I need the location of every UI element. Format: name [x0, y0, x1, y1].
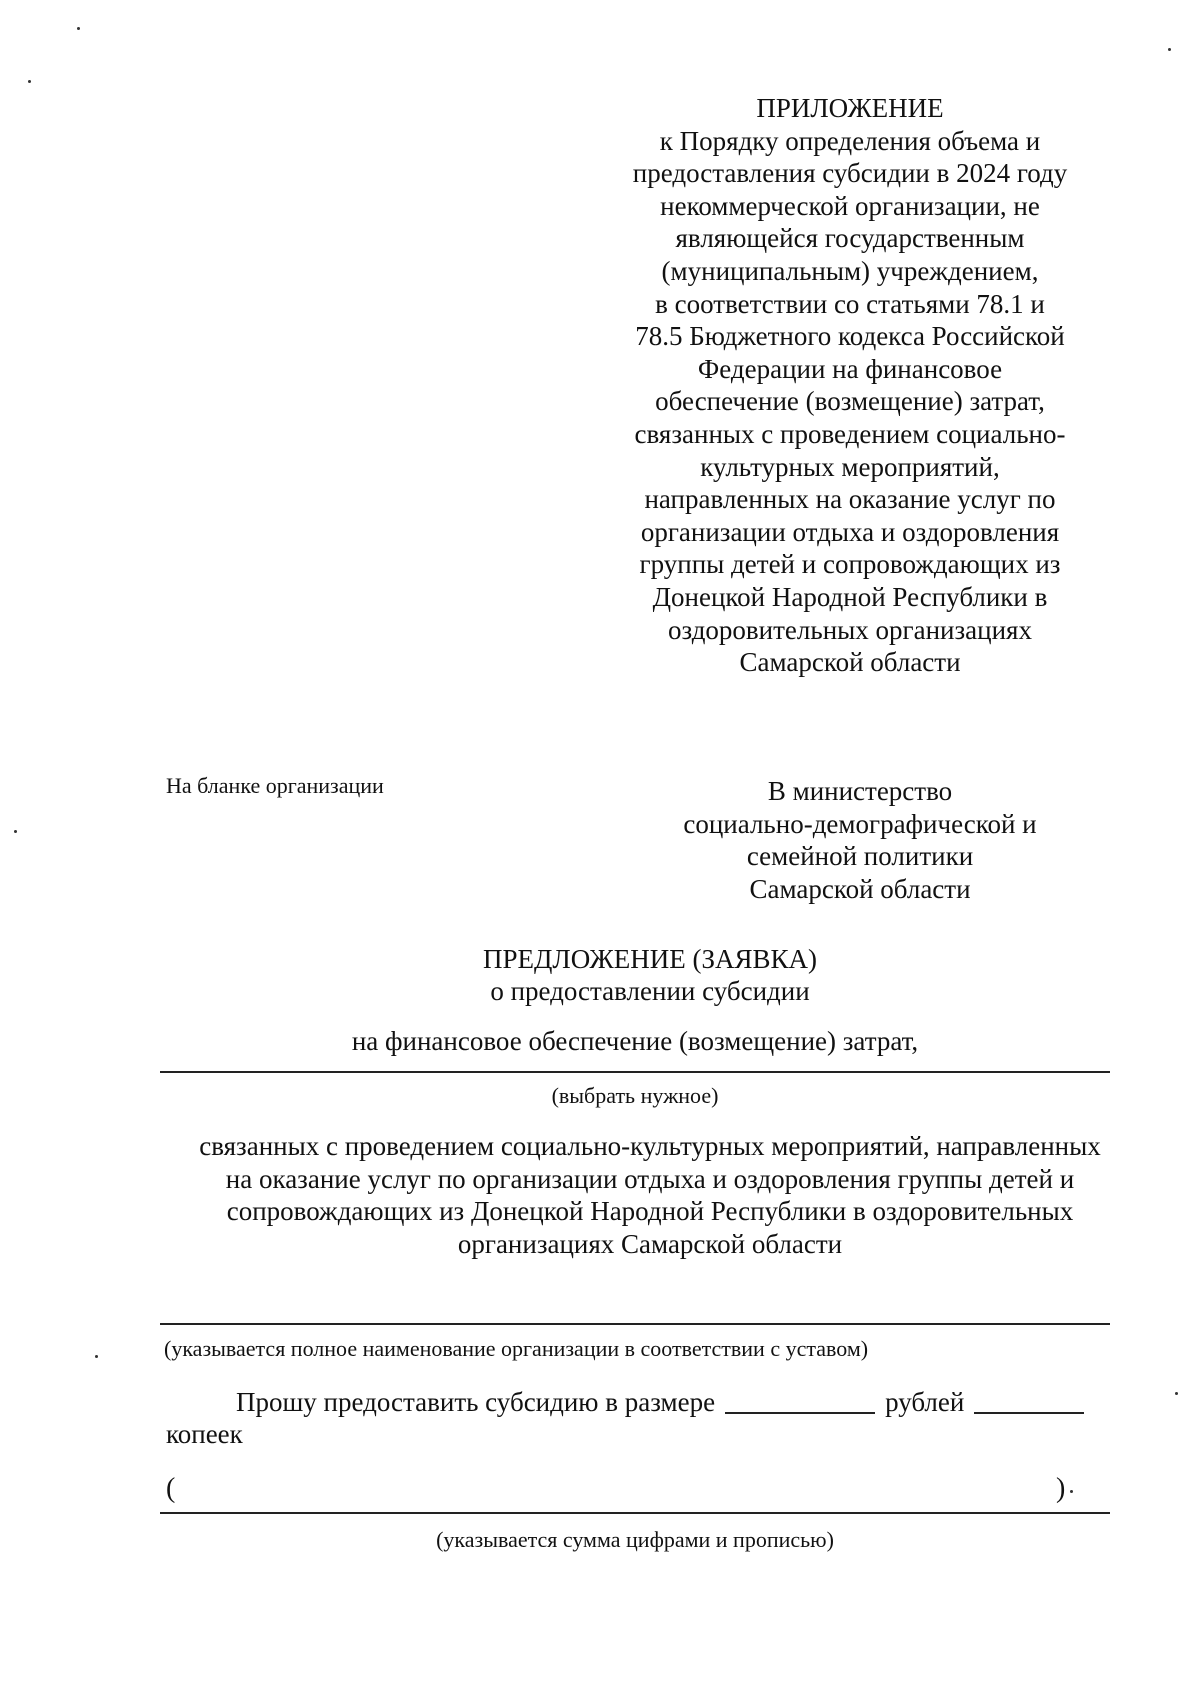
appendix-line: (муниципальным) учреждением, — [661, 255, 1039, 286]
rubles-label: рублей — [885, 1387, 965, 1417]
appendix-line: являющейся государственным — [675, 223, 1025, 254]
recipient-line: Самарской области — [749, 873, 971, 904]
paren-close: ) — [1056, 1473, 1066, 1504]
appendix-line: культурных мероприятий, — [700, 451, 1000, 482]
appendix-line: организации отдыха и оздоровления — [640, 516, 1060, 547]
scan-speck — [1070, 1490, 1073, 1493]
amount-caption: (указывается сумма цифрами и прописью) — [436, 1527, 834, 1552]
appendix-line: направленных на оказание услуг по — [644, 484, 1056, 515]
scan-speck — [77, 27, 80, 30]
appendix-line: связанных с проведением социально- — [634, 418, 1066, 449]
recipient-block — [660, 775, 1060, 905]
appendix-line: Донецкой Народной Республики в — [652, 581, 1048, 612]
rubles-amount-field[interactable] — [725, 1386, 875, 1414]
appendix-line: оздоровительных организациях — [668, 614, 1032, 645]
scan-speck — [1175, 1392, 1178, 1395]
purpose-line: на оказание услуг по организации отдыха и оздоровления группы детей и — [225, 1163, 1075, 1194]
purpose-line: сопровождающих из Донецкой Народной Республики в оздоровительных — [226, 1196, 1074, 1227]
scan-speck — [95, 1355, 98, 1358]
appendix-block — [610, 92, 1090, 679]
appendix-line: предоставления субсидии в 2024 году — [632, 158, 1068, 189]
basis-line: на финансовое обеспечение (возмещение) затрат, — [351, 1026, 919, 1056]
appendix-line: некоммерческой организации, не — [660, 190, 1040, 221]
appendix-title: ПРИЛОЖЕНИЕ — [756, 93, 944, 123]
amount-words-field[interactable] — [160, 1512, 1110, 1514]
scan-speck — [28, 80, 31, 83]
request-line — [166, 1386, 1146, 1418]
basis-underline — [160, 1071, 1110, 1073]
scan-speck — [14, 830, 17, 833]
document-subtitle: о предоставлении субсидии — [490, 976, 810, 1006]
purpose-paragraph — [160, 1130, 1140, 1260]
kopecks-amount-field[interactable] — [974, 1386, 1084, 1414]
basis-caption: (выбрать нужное) — [551, 1083, 719, 1108]
org-name-caption: (указывается полное наименование организации в соответствии с уставом) — [164, 1336, 869, 1361]
request-text: Прошу предоставить субсидию в размере — [236, 1387, 716, 1417]
recipient-line: В министерство — [767, 776, 953, 806]
recipient-line: социально-демографической и — [683, 808, 1037, 839]
document-heading — [350, 943, 950, 1007]
paren-open: ( — [166, 1473, 176, 1504]
document-title: ПРЕДЛОЖЕНИЕ (ЗАЯВКА) — [482, 944, 818, 974]
appendix-line: к Порядку определения объема и — [659, 125, 1041, 156]
appendix-line: в соответствии со статьями 78.1 и — [655, 288, 1045, 319]
appendix-line: Самарской области — [739, 647, 961, 678]
appendix-line: группы детей и сопровождающих из — [639, 549, 1061, 580]
scan-speck — [1168, 48, 1171, 51]
appendix-line: Федерации на финансовое — [697, 353, 1003, 384]
appendix-line: 78.5 Бюджетного кодекса Российской — [635, 321, 1065, 352]
kopecks-label: копеек — [166, 1419, 243, 1449]
purpose-line: связанных с проведением социально-культурных мероприятий, направленных — [199, 1131, 1101, 1161]
request-block — [166, 1386, 1146, 1450]
purpose-line: организациях Самарской области — [457, 1228, 843, 1259]
appendix-line: обеспечение (возмещение) затрат, — [655, 386, 1045, 417]
org-name-field[interactable] — [160, 1323, 1110, 1325]
recipient-line: семейной политики — [746, 841, 974, 872]
letterhead-note: На бланке организации — [166, 773, 384, 798]
